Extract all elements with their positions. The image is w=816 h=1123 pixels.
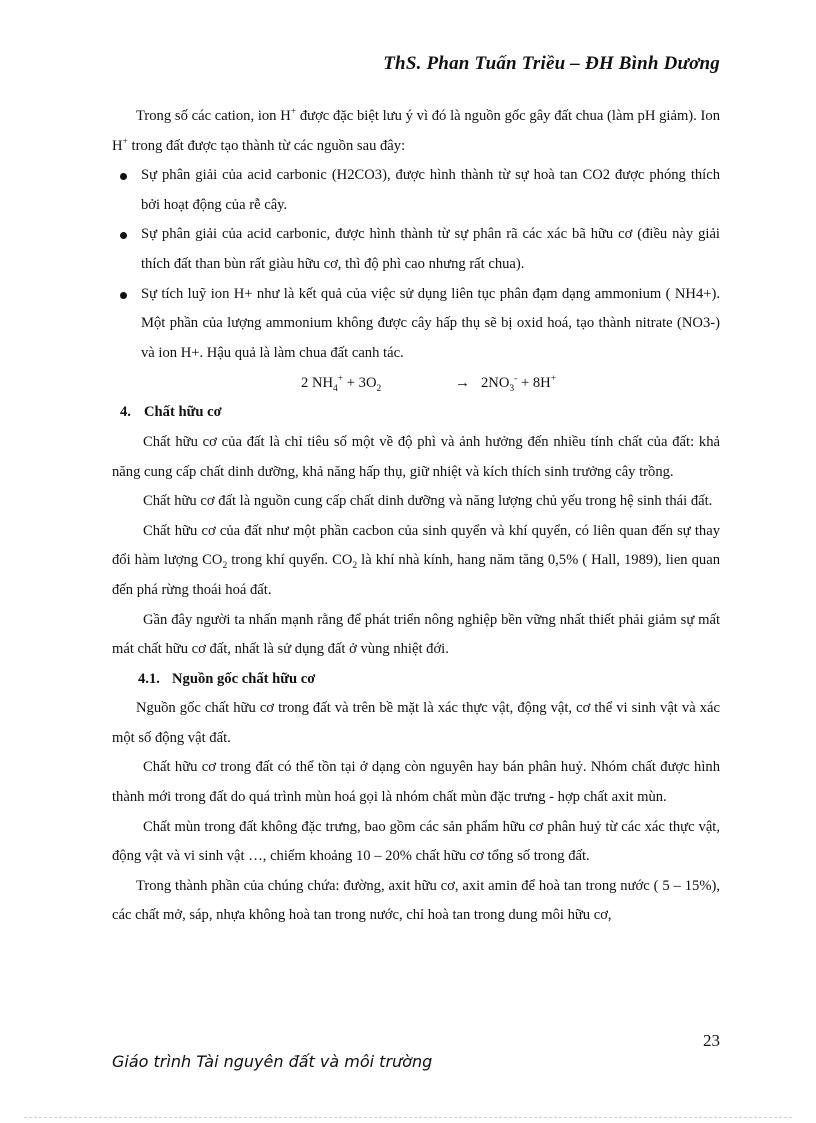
intro-text-1: Trong số các cation, ion H <box>136 108 291 124</box>
eq-text: 2 NH <box>301 374 334 391</box>
page-header-author: ThS. Phan Tuấn Triều – ĐH Bình Dương <box>383 53 720 74</box>
bullet-text: Sự tích luỹ ion H+ như là kết quả của việc sử dụng liên tục phân đạm dạng ammonium ( NH4+). Một phần của lượng ammonium không được cây hấp thụ sẽ bị oxid hoá, tạo thành nitrate (NO3-) và ion H+. Hậu quả là làm chua đất canh tác. <box>141 285 720 361</box>
section-title: Nguồn gốc chất hữu cơ <box>172 670 316 687</box>
section-4-1-heading <box>112 665 720 695</box>
intro-sup-2: + <box>122 136 128 147</box>
intro-text-2: được đặc biệt lưu ý vì đó là nguồn gốc gây đất chua (làm pH giảm). Ion H <box>112 108 721 154</box>
paragraph-text: trong khí quyển. CO <box>227 552 353 569</box>
chemical-equation <box>112 368 720 398</box>
list-item <box>112 161 720 220</box>
arrow-right-icon: → <box>455 374 470 391</box>
page-footer-book-title: Giáo trình Tài nguyên đất và môi trường <box>112 1052 433 1071</box>
intro-paragraph <box>112 102 720 161</box>
eq-sub: 3 <box>509 383 515 394</box>
equation-products <box>481 369 556 399</box>
eq-text: + 8H <box>517 374 551 391</box>
eq-text: 2NO <box>481 374 510 391</box>
bullet-icon <box>120 173 127 180</box>
intro-text-3: trong đất được tạo thành từ các nguồn sau đây: <box>127 137 406 154</box>
bullet-icon <box>120 232 127 239</box>
bullet-text: Sự phân giải của acid carbonic, được hình thành từ sự phân rã các xác bã hữu cơ (điều này giải thích đất than bùn rất giàu hữu cơ, thì độ phì cao nhưng rất chua). <box>141 226 720 272</box>
section-number: 4.1. <box>138 670 160 687</box>
paragraph-text: Chất hữu cơ của đất như một phần cacbon của sinh quyển và khí quyển, có liên quan đến sự thay đổi hàm lượng CO <box>112 522 720 569</box>
eq-sup: + <box>550 373 557 384</box>
paragraph: Chất mùn trong đất không đặc trưng, bao gồm các sản phẩm hữu cơ phân huỷ từ các xác thực vật, động vật và vi sinh vật …, chiếm khoảng 10 – 20% chất hữu cơ tổng số trong đất. <box>112 818 720 865</box>
paragraph <box>112 517 720 606</box>
section-title: Chất hữu cơ <box>144 404 222 421</box>
equation-reactants <box>301 369 455 399</box>
section-number: 4. <box>120 404 131 421</box>
subscript: 2 <box>352 561 358 572</box>
list-item <box>112 220 720 279</box>
subscript: 2 <box>222 561 228 572</box>
list-item <box>112 280 720 369</box>
paragraph: Chất hữu cơ đất là nguồn cung cấp chất dinh dưỡng và năng lượng chủ yếu trong hệ sinh thái đất. <box>143 493 713 510</box>
eq-sub: 4 <box>333 383 338 394</box>
eq-sup: - <box>514 373 518 384</box>
paragraph: Gần đây người ta nhấn mạnh rằng để phát triển nông nghiệp bền vững nhất thiết phải giảm sự mất mát chất hữu cơ đất, nhất là sử dụng đất ở vùng nhiệt đới. <box>112 611 720 658</box>
paragraph: Chất hữu cơ của đất là chỉ tiêu số một về độ phì và ảnh hưởng đến nhiều tính chất của đất: khả năng cung cấp chất dinh dưỡng, khả năng hấp thụ, giữ nhiệt và kích thích sinh trưởng cây trồng. <box>112 433 720 480</box>
eq-sub: 2 <box>376 383 382 394</box>
paragraph: Chất hữu cơ trong đất có thể tồn tại ở dạng còn nguyên hay bán phân huỷ. Nhóm chất được hình thành mới trong đất do quá trình mùn hoá gọi là nhóm chất mùn đặc trưng - hợp chất axit mùn. <box>112 759 720 806</box>
page-number: 23 <box>703 1031 720 1050</box>
section-4-heading <box>112 398 720 428</box>
bullet-text: Sự phân giải của acid carbonic (H2CO3), được hình thành từ sự hoà tan CO2 được phóng thích bởi hoạt động của rễ cây. <box>141 167 720 213</box>
paragraph-text: là khí nhà kính, hang năm tăng 0,5% ( Hall, 1989), lien quan đến phá rừng thoái hoá đất. <box>112 552 721 598</box>
eq-sup: + <box>337 373 344 384</box>
paragraph: Trong thành phần của chúng chứa: đường, axit hữu cơ, axit amin để hoà tan trong nước ( 5 – 15%), các chất mở, sáp, nhựa không hoà tan trong nước, chỉ hoà tan trong dung môi hữu cơ, <box>112 877 720 924</box>
body-text <box>112 102 720 931</box>
source-bullet-list <box>112 161 720 368</box>
paragraph: Nguồn gốc chất hữu cơ trong đất và trên bề mặt là xác thực vật, động vật, cơ thể vi sinh vật và xác một số động vật đất. <box>112 700 720 746</box>
bullet-icon <box>120 292 127 299</box>
intro-sup-1: + <box>290 107 297 118</box>
page-bottom-divider <box>24 1117 792 1118</box>
eq-text: + 3O <box>343 374 377 391</box>
